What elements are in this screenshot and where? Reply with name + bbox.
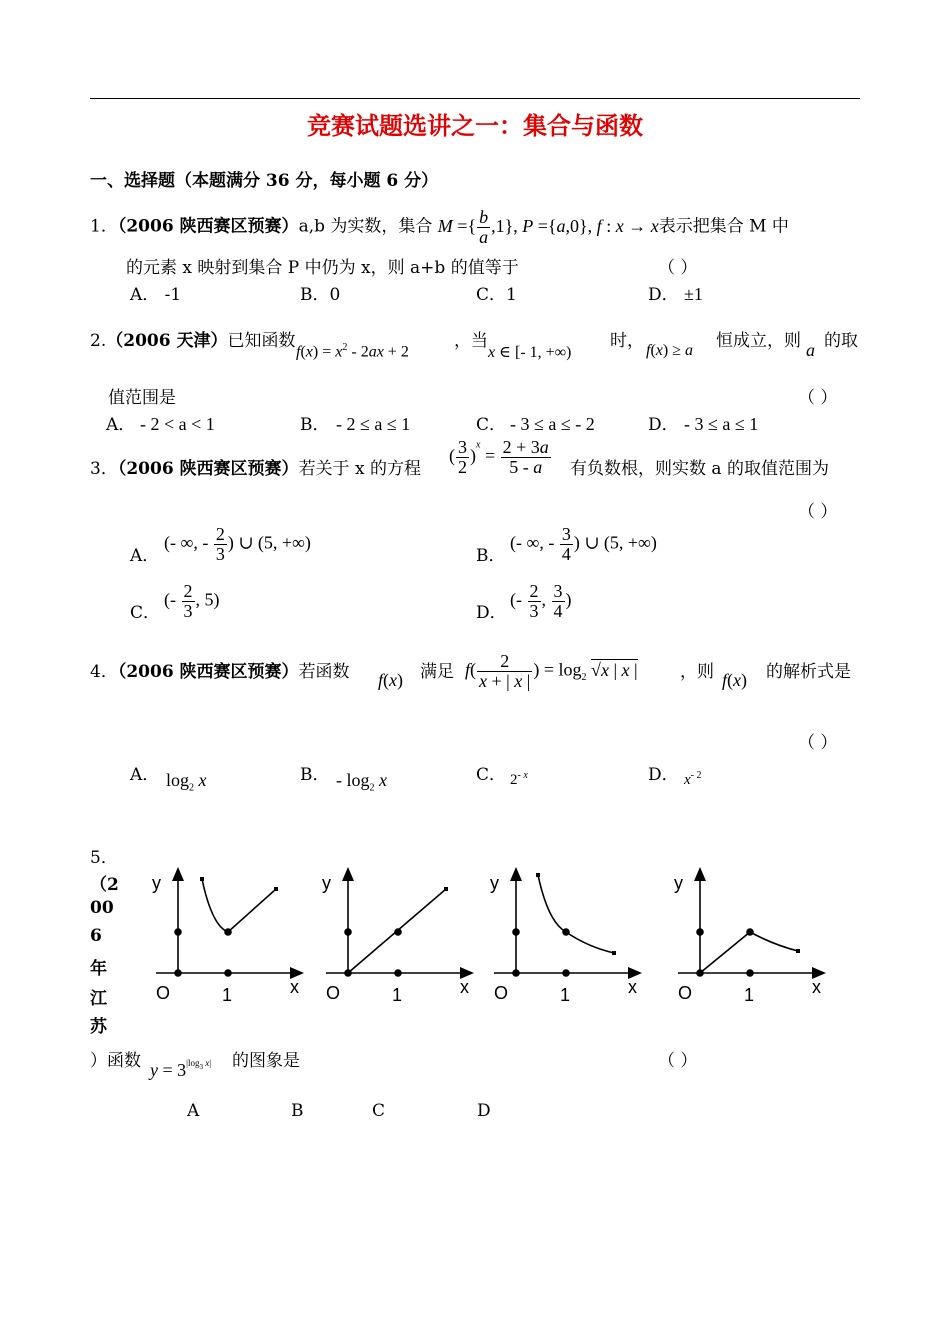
q5-choice-d: D	[477, 1101, 491, 1121]
q4-option-b-math: - $\log_2 x$	[336, 770, 387, 794]
graph-c-origin-label: O	[494, 983, 509, 1003]
q4-option-c-label: C．	[476, 765, 507, 785]
q3-option-b-math: (- ∞, - $\frac{3}{4}$ ) ∪ (5, +∞)	[510, 524, 657, 564]
q4-option-b-label: B．	[300, 765, 330, 785]
q3-option-d-label: D．	[476, 603, 507, 623]
q2-line2: 值范围是	[108, 388, 176, 408]
graph-a-y-label: y	[152, 873, 161, 893]
graph-d-curve-end	[796, 949, 800, 953]
q5-answer-paren: （ ）	[658, 1051, 698, 1071]
q5-text-b: 的图象是	[232, 1051, 300, 1071]
graph-a-point-1-1	[225, 929, 231, 935]
q3-equation: ( $\frac{3}{2}$ )$^x$ = $\frac{2 + 3a}{5 - a}$	[449, 437, 549, 477]
q2-option-b-label: B．	[300, 415, 330, 435]
graph-c-curve-end	[612, 951, 616, 955]
graph-c-x-label: x	[628, 977, 637, 997]
q4-option-d-math: $x^{- 2}$	[684, 770, 702, 788]
graph-c-y-arrow	[510, 867, 522, 881]
graph-b-y-tick-dot	[345, 929, 351, 935]
q4-option-a-label: A．	[130, 765, 160, 785]
q2-option-a-math: - 2 < a < 1	[140, 414, 215, 434]
q3-option-d-math: (- $\frac{2}{3}$ , $\frac{3}{4}$ )	[510, 581, 572, 621]
graph-c-x-tick-dot	[563, 970, 569, 976]
q1-option-d: D．	[648, 285, 679, 305]
q1-line2: 的元素 x 映射到集合 P 中仍为 x，则 a+b 的值等于	[126, 258, 519, 278]
graph-a-y-tick-dot	[175, 929, 181, 935]
q5-text-a: ）函数	[90, 1051, 141, 1071]
q2-option-c-label: C．	[476, 415, 507, 435]
graph-a-origin-label: O	[156, 983, 171, 1003]
graph-d-y-label: y	[674, 873, 683, 893]
graph-d-origin-label: O	[678, 983, 693, 1003]
graph-c-point-1-1	[563, 929, 569, 935]
q3-text-a: 若关于 x 的方程	[298, 459, 421, 479]
graph-b-one-label: 1	[392, 985, 403, 1005]
q5-source-char-6: 苏	[90, 1017, 107, 1037]
graph-d-y-arrow	[694, 867, 706, 881]
graph-b-x-tick-dot	[395, 970, 401, 976]
q4-text-d: 的解析式是	[766, 662, 851, 682]
q1-source: （2006 陕西赛区预赛）	[117, 216, 299, 237]
page-title: 竞赛试题选讲之一：集合与函数	[307, 112, 643, 140]
q2-answer-paren: （ ）	[798, 388, 838, 408]
q1-option-c: C．1	[476, 285, 517, 305]
q2-text-c: 时，	[610, 331, 644, 351]
q2-formula-f: $f(x) = x^2 - 2ax + 2$	[296, 342, 409, 361]
q1-option-b: B．0	[300, 285, 341, 305]
q3-option-a-label: A．	[130, 546, 160, 566]
graph-b-curve-end	[444, 887, 448, 891]
q5-source-char-4: 年	[90, 959, 107, 979]
q2-text-a: 已知函数	[227, 331, 296, 351]
q4-text-b: 满足	[420, 662, 454, 682]
q3-option-c-math: (- $\frac{2}{3}$ , 5)	[164, 581, 220, 621]
q5-choice-c: C	[372, 1101, 386, 1121]
q4-option-d-label: D．	[648, 765, 679, 785]
q3-answer-paren: （ ）	[798, 502, 838, 522]
q5-source-char-5: 江	[90, 989, 107, 1009]
q5-formula: $y = 3^{|log_3 x|}$	[150, 1058, 212, 1080]
graph-c-origin-dot	[513, 970, 519, 976]
graph-d-x-tick-dot	[747, 970, 753, 976]
q5-choice-a: A	[187, 1101, 200, 1121]
q1-option-a: A． -1	[130, 285, 182, 305]
section-heading: 一、选择题（本题满分 36 分，每小题 6 分）	[90, 171, 439, 191]
graph-a-x-tick-dot	[225, 970, 231, 976]
q1-number: 1．	[90, 216, 118, 237]
q2-option-c-math: - 3 ≤ a ≤ - 2	[510, 414, 595, 434]
q1-text-a: a,b 为实数，集合	[298, 216, 433, 237]
q2-option-d-math: - 3 ≤ a ≤ 1	[684, 414, 759, 434]
q2-formula-ineq: f(x) ≥ a	[646, 342, 693, 359]
q4-option-c-math: $2^{- x}$	[510, 770, 528, 788]
graph-a-origin-dot	[175, 970, 181, 976]
q4-formula-fx2: f(x)	[722, 670, 748, 690]
q2-text-d: 恒成立，则	[716, 331, 801, 351]
q4-option-a-math: $\log_2 x$	[166, 770, 207, 794]
graph-c-y-label: y	[490, 873, 499, 893]
graph-d-point-1-1	[747, 929, 753, 935]
q1-option-d-math: ±1	[684, 284, 703, 304]
q4-number: 4．	[90, 662, 118, 682]
graph-a-curve	[202, 879, 276, 932]
graph-c-curve	[538, 875, 614, 953]
q2-formula-domain: x ∈ [- 1, +∞)	[488, 344, 572, 361]
graph-d-curve	[700, 932, 798, 973]
q5-source-char-2: 00	[90, 898, 114, 918]
q2-source: （2006 天津）	[106, 331, 228, 351]
q4-text-a: 若函数	[298, 662, 350, 682]
graph-d-x-label: x	[812, 977, 821, 997]
graph-a-y-arrow	[172, 867, 184, 881]
q4-formula-fx: f(x)	[378, 670, 404, 690]
graph-d-one-label: 1	[744, 985, 755, 1005]
q5-source-char-1: （2	[90, 875, 119, 895]
graph-b-point-1-1	[395, 929, 401, 935]
q1-text-b: 表示把集合 M 中	[658, 216, 789, 237]
graph-a-one-label: 1	[222, 985, 233, 1005]
q2-var-a: a	[806, 340, 815, 360]
graph-c-one-label: 1	[560, 985, 571, 1005]
graph-b-y-label: y	[322, 873, 331, 893]
graph-a-x-label: x	[290, 977, 299, 997]
q4-text-c: ，则	[680, 662, 714, 682]
q2-text-b: ，当	[454, 331, 488, 351]
q4-answer-paren: （ ）	[798, 733, 838, 753]
q5-choice-b: B	[291, 1101, 304, 1121]
q3-number: 3．	[90, 459, 118, 479]
graph-a-curve-start	[200, 877, 204, 881]
graph-d-y-tick-dot	[697, 929, 703, 935]
q1-formula-sets: M ={ $\frac{b}{a}$ ,1}, P ={a,0}, f : x → x	[437, 207, 659, 247]
graph-b-x-label: x	[460, 977, 469, 997]
graph-b-y-arrow	[342, 867, 354, 881]
graph-c-y-tick-dot	[513, 929, 519, 935]
q2-text-e: 的取	[824, 331, 858, 351]
graph-b-origin-label: O	[326, 983, 341, 1003]
q5-source-char-3: 6	[90, 926, 102, 946]
graph-c-curve-start	[536, 873, 540, 877]
q4-source: （2006 陕西赛区预赛）	[117, 662, 299, 682]
q3-option-b-label: B．	[476, 546, 506, 566]
q3-source: （2006 陕西赛区预赛）	[117, 459, 299, 479]
graph-a-curve-end	[274, 887, 278, 891]
q2-option-b-math: - 2 ≤ a ≤ 1	[336, 414, 411, 434]
q3-text-b: 有负数根，则实数 a 的取值范围为	[570, 459, 829, 479]
q3-option-c-label: C．	[130, 603, 161, 623]
q2-number: 2.	[90, 331, 107, 351]
q4-formula-condition: f( $\frac{2}{x + | x |}$ ) = $\log_2 √x$ | x |	[465, 651, 638, 691]
q5-number: 5．	[90, 848, 118, 868]
q2-option-a-label: A．	[106, 415, 136, 435]
q2-option-d-label: D．	[648, 415, 679, 435]
q1-answer-paren: （ ）	[658, 258, 698, 278]
q3-option-a-math: (- ∞, - $\frac{2}{3}$ ) ∪ (5, +∞)	[164, 524, 311, 564]
